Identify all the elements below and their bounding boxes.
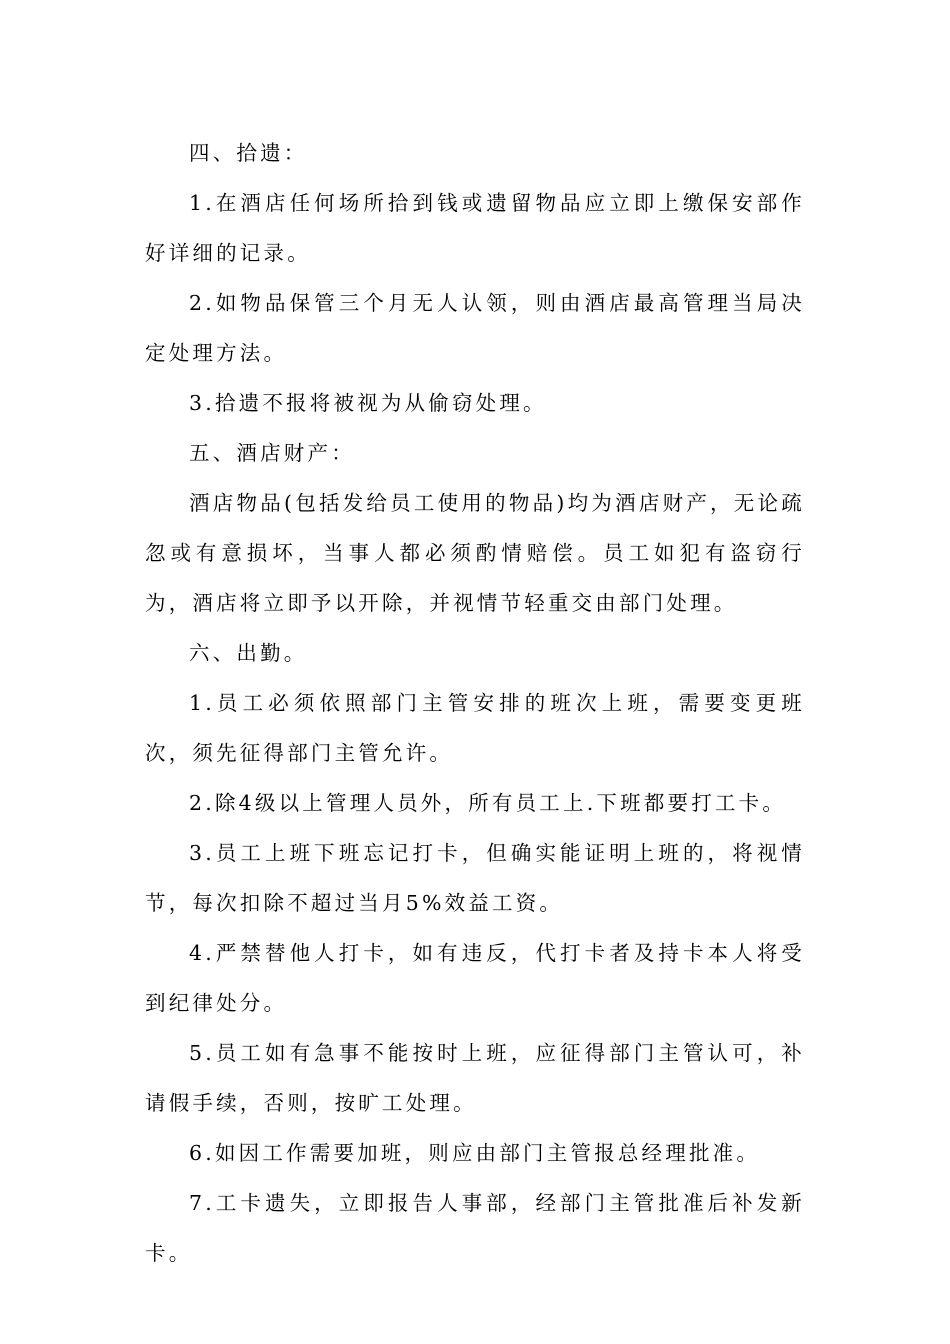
paragraph-hotel-property: 酒店物品(包括发给员工使用的物品)均为酒店财产，无论疏忽或有意损坏，当事人都必须酌情赔偿。员工如犯有盗窃行为，酒店将立即予以开除，并视情节轻重交由部门处理。 [145, 491, 805, 615]
paragraph-attendance-4: 4.严禁替他人打卡，如有违反，代打卡者及持卡本人将受到纪律处分。 [145, 941, 805, 1015]
paragraph-attendance-5: 5.员工如有急事不能按时上班，应征得部门主管认可，补请假手续，否则，按旷工处理。 [145, 1041, 805, 1115]
paragraph-attendance-6: 6.如因工作需要加班，则应由部门主管报总经理批准。 [189, 1141, 761, 1165]
section-heading-attendance: 六、出勤。 [189, 641, 308, 665]
section-heading-lost-and-found: 四、拾遗： [189, 141, 308, 165]
paragraph-lost-item-3: 3.拾遗不报将被视为从偷窃处理。 [189, 391, 547, 415]
paragraph-attendance-7: 7.工卡遗失，立即报告人事部，经部门主管批准后补发新卡。 [145, 1191, 805, 1265]
paragraph-attendance-2: 2.除4级以上管理人员外，所有员工上.下班都要打工卡。 [189, 791, 787, 815]
section-heading-hotel-property: 五、酒店财产： [189, 441, 355, 465]
paragraph-lost-item-2: 2.如物品保管三个月无人认领，则由酒店最高管理当局决定处理方法。 [145, 291, 805, 365]
paragraph-lost-item-1: 1.在酒店任何场所拾到钱或遗留物品应立即上缴保安部作好详细的记录。 [145, 191, 805, 265]
paragraph-attendance-1: 1.员工必须依照部门主管安排的班次上班，需要变更班次，须先征得部门主管允许。 [145, 691, 805, 765]
paragraph-attendance-3: 3.员工上班下班忘记打卡，但确实能证明上班的，将视情节，每次扣除不超过当月5%效益工资。 [145, 841, 805, 915]
document-body [145, 128, 805, 1278]
